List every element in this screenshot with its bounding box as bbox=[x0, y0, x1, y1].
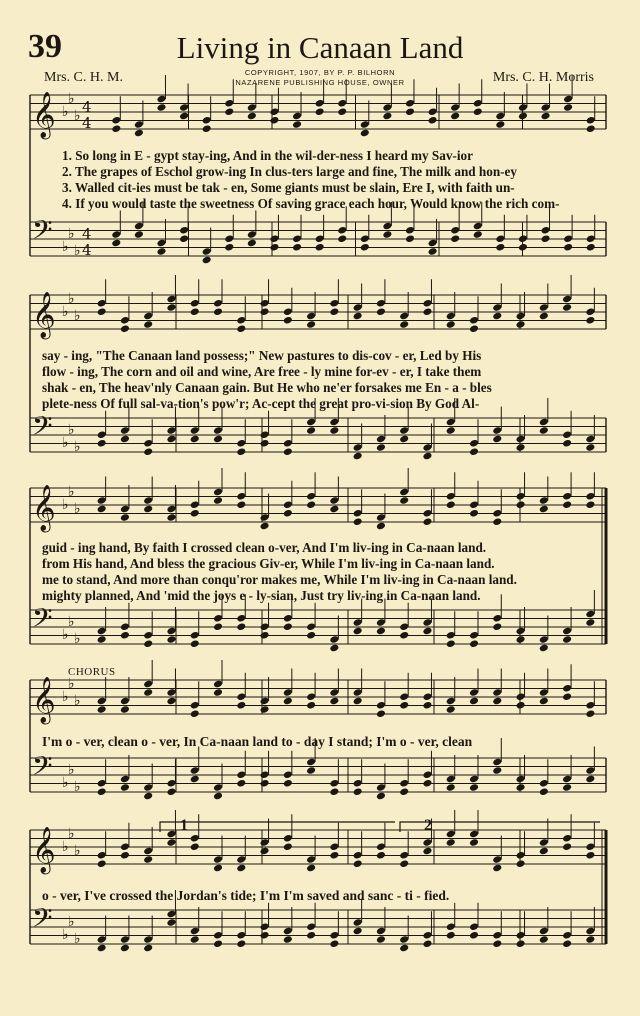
note bbox=[190, 509, 200, 518]
key-flat: ♭ bbox=[74, 779, 81, 795]
note bbox=[428, 116, 438, 125]
note bbox=[585, 316, 595, 325]
note bbox=[422, 939, 432, 948]
copyright-line-1: COPYRIGHT, 1907, BY P. P. BILHORN bbox=[244, 68, 396, 77]
key-flat: ♭ bbox=[68, 484, 75, 500]
verse-line-7: shak - en, The heav'nly Canaan gain. But He who ne'er forsakes me En - a - bles bbox=[42, 380, 492, 395]
note bbox=[518, 243, 528, 252]
key-flat: ♭ bbox=[62, 435, 69, 451]
note bbox=[236, 500, 246, 509]
note bbox=[469, 639, 479, 648]
note bbox=[213, 307, 223, 316]
note bbox=[143, 505, 153, 514]
note bbox=[120, 783, 130, 792]
key-flat: ♭ bbox=[74, 693, 81, 709]
note bbox=[306, 320, 316, 329]
note bbox=[306, 864, 316, 873]
note bbox=[585, 618, 595, 627]
note bbox=[360, 129, 370, 138]
note bbox=[446, 931, 456, 940]
note bbox=[585, 500, 595, 509]
note bbox=[306, 931, 316, 940]
note bbox=[422, 701, 432, 710]
note bbox=[260, 779, 270, 788]
note bbox=[166, 697, 176, 706]
note bbox=[539, 312, 549, 321]
note bbox=[260, 847, 270, 856]
note bbox=[562, 783, 572, 792]
note bbox=[283, 622, 293, 631]
note bbox=[292, 243, 302, 252]
note bbox=[562, 842, 572, 851]
treble-clef-icon: 𝄞 bbox=[32, 292, 56, 338]
note bbox=[260, 705, 270, 714]
note bbox=[315, 243, 325, 252]
verse-line-10: from His hand, And bless the gracious Giv-er, While I'm liv-ing in Ca-naan land. bbox=[42, 556, 495, 571]
note bbox=[260, 307, 270, 316]
note bbox=[586, 243, 596, 252]
note bbox=[446, 426, 456, 435]
note bbox=[247, 112, 257, 121]
note bbox=[283, 935, 293, 944]
note bbox=[120, 513, 130, 522]
key-flat: ♭ bbox=[62, 689, 69, 705]
note bbox=[260, 439, 270, 448]
note bbox=[213, 939, 223, 948]
note bbox=[382, 112, 392, 121]
key-flat: ♭ bbox=[62, 239, 69, 255]
time-signature: 4 bbox=[82, 241, 92, 259]
note bbox=[179, 112, 189, 121]
note bbox=[143, 447, 153, 456]
note bbox=[236, 779, 246, 788]
note bbox=[539, 644, 549, 653]
chorus-label: CHORUS bbox=[68, 666, 116, 678]
note bbox=[166, 303, 176, 312]
note bbox=[539, 697, 549, 706]
note bbox=[236, 939, 246, 948]
note bbox=[492, 622, 502, 631]
bass-clef-icon: 𝄢 bbox=[32, 410, 53, 448]
note bbox=[376, 307, 386, 316]
note bbox=[562, 692, 572, 701]
note bbox=[179, 234, 189, 243]
note bbox=[236, 622, 246, 631]
treble-clef-icon: 𝄞 bbox=[32, 677, 56, 723]
note bbox=[585, 775, 595, 784]
note bbox=[329, 697, 339, 706]
note bbox=[97, 439, 107, 448]
note bbox=[283, 842, 293, 851]
note bbox=[586, 124, 596, 133]
note bbox=[143, 944, 153, 953]
note bbox=[382, 230, 392, 239]
note bbox=[236, 324, 246, 333]
note bbox=[224, 107, 234, 116]
note bbox=[473, 107, 483, 116]
hymn-number: 39 bbox=[28, 28, 62, 65]
note bbox=[190, 709, 200, 718]
key-flat: ♭ bbox=[68, 826, 75, 842]
note bbox=[446, 320, 456, 329]
verse-line-9: guid - ing hand, By faith I crossed clean o-ver, And I'm liv-ing in Ca-naan land. bbox=[42, 540, 487, 555]
note bbox=[190, 307, 200, 316]
note bbox=[562, 439, 572, 448]
note bbox=[269, 116, 279, 125]
note bbox=[469, 783, 479, 792]
note bbox=[97, 944, 107, 953]
key-flat: ♭ bbox=[62, 497, 69, 513]
note bbox=[376, 522, 386, 531]
note bbox=[422, 517, 432, 526]
note bbox=[202, 124, 212, 133]
key-flat: ♭ bbox=[74, 108, 81, 124]
note bbox=[111, 124, 121, 133]
key-flat: ♭ bbox=[62, 104, 69, 120]
ending-number-1: 1 bbox=[180, 817, 188, 834]
bass-clef-icon: 𝄢 bbox=[32, 750, 53, 788]
note bbox=[518, 112, 528, 121]
note bbox=[213, 622, 223, 631]
key-flat: ♭ bbox=[74, 931, 81, 947]
note bbox=[562, 635, 572, 644]
note bbox=[143, 792, 153, 801]
note bbox=[329, 307, 339, 316]
note bbox=[283, 447, 293, 456]
note bbox=[166, 513, 176, 522]
note bbox=[143, 320, 153, 329]
note bbox=[329, 939, 339, 948]
note bbox=[539, 935, 549, 944]
note bbox=[247, 239, 257, 248]
note bbox=[446, 639, 456, 648]
note bbox=[539, 787, 549, 796]
note bbox=[446, 838, 456, 847]
note bbox=[337, 234, 347, 243]
note bbox=[329, 505, 339, 514]
note bbox=[143, 855, 153, 864]
note bbox=[213, 864, 223, 873]
note bbox=[166, 838, 176, 847]
note bbox=[353, 787, 363, 796]
note bbox=[422, 452, 432, 461]
note bbox=[353, 517, 363, 526]
verse-line-2: 2. The grapes of Eschol grow-ing In clus-ters large and fine, The milk and hon-ey bbox=[62, 164, 518, 179]
note bbox=[539, 847, 549, 856]
note bbox=[399, 859, 409, 868]
note bbox=[97, 859, 107, 868]
chorus-lyrics-2: o - ver, I've crossed the Jordan's tide; I'm I'm saved and sanc - ti - fied. bbox=[42, 888, 450, 903]
note bbox=[422, 779, 432, 788]
key-flat: ♭ bbox=[62, 304, 69, 320]
note bbox=[283, 509, 293, 518]
time-signature: 4 bbox=[82, 114, 92, 132]
note bbox=[405, 107, 415, 116]
note bbox=[516, 635, 526, 644]
verse-line-5: say - ing, "The Canaan land possess;" New pastures to dis-cov - er, Led by His bbox=[42, 348, 482, 363]
key-flat: ♭ bbox=[68, 914, 75, 930]
note bbox=[353, 697, 363, 706]
note bbox=[111, 239, 121, 248]
key-flat: ♭ bbox=[68, 762, 75, 778]
note bbox=[585, 443, 595, 452]
note bbox=[353, 859, 363, 868]
note bbox=[399, 435, 409, 444]
note bbox=[353, 312, 363, 321]
note bbox=[492, 766, 502, 775]
key-flat: ♭ bbox=[62, 839, 69, 855]
note bbox=[422, 627, 432, 636]
note bbox=[97, 505, 107, 514]
key-flat: ♭ bbox=[62, 627, 69, 643]
key-flat: ♭ bbox=[74, 843, 81, 859]
note bbox=[492, 435, 502, 444]
note bbox=[562, 500, 572, 509]
note bbox=[260, 522, 270, 531]
note bbox=[292, 120, 302, 129]
note bbox=[283, 316, 293, 325]
note bbox=[190, 435, 200, 444]
note bbox=[306, 426, 316, 435]
note bbox=[306, 701, 316, 710]
key-flat: ♭ bbox=[74, 631, 81, 647]
note bbox=[134, 230, 144, 239]
note bbox=[469, 697, 479, 706]
note bbox=[224, 243, 234, 252]
verse-line-8: plete-ness Of full sal-va-tion's pow'r; Ac-cept the great pro-vi-sion By God Al- bbox=[42, 396, 480, 411]
note bbox=[143, 688, 153, 697]
note bbox=[202, 256, 212, 265]
note bbox=[428, 247, 438, 256]
note bbox=[376, 709, 386, 718]
note bbox=[469, 324, 479, 333]
note bbox=[399, 496, 409, 505]
key-flat: ♭ bbox=[74, 308, 81, 324]
note bbox=[516, 500, 526, 509]
note bbox=[541, 112, 551, 121]
note bbox=[353, 927, 363, 936]
key-flat: ♭ bbox=[68, 614, 75, 630]
key-flat: ♭ bbox=[74, 501, 81, 517]
note bbox=[97, 635, 107, 644]
note bbox=[516, 939, 526, 948]
note bbox=[329, 851, 339, 860]
note bbox=[120, 944, 130, 953]
bass-clef-icon: 𝄢 bbox=[32, 902, 53, 940]
copyright-line-2: NAZARENE PUBLISHING HOUSE, OWNER bbox=[235, 78, 405, 87]
note bbox=[446, 500, 456, 509]
note bbox=[422, 307, 432, 316]
bass-clef-icon: 𝄢 bbox=[32, 214, 53, 252]
note bbox=[306, 766, 316, 775]
verse-line-6: flow - ing, The corn and oil and wine, Are free - ly mine for-ev - er, I take them bbox=[42, 364, 482, 379]
note bbox=[585, 935, 595, 944]
note bbox=[516, 443, 526, 452]
key-flat: ♭ bbox=[68, 291, 75, 307]
verse-line-4: 4. If you would taste the sweetness Of saving grace each hour, Would know the rich com- bbox=[62, 196, 560, 211]
note bbox=[329, 426, 339, 435]
key-flat: ♭ bbox=[68, 422, 75, 438]
ending-number-2: 2 bbox=[424, 817, 432, 834]
note bbox=[516, 783, 526, 792]
note bbox=[156, 247, 166, 256]
note bbox=[495, 243, 505, 252]
note bbox=[329, 787, 339, 796]
note bbox=[376, 443, 386, 452]
note bbox=[97, 307, 107, 316]
note bbox=[516, 701, 526, 710]
note bbox=[97, 705, 107, 714]
key-flat: ♭ bbox=[62, 775, 69, 791]
note bbox=[422, 847, 432, 856]
note bbox=[492, 312, 502, 321]
verse-line-12: mighty planned, And 'mid the joys e - ly-sian, Just try liv-ing in Ca-naan land. bbox=[42, 588, 481, 603]
treble-clef-icon: 𝄞 bbox=[32, 92, 56, 138]
note bbox=[399, 944, 409, 953]
note bbox=[306, 500, 316, 509]
note bbox=[562, 939, 572, 948]
note bbox=[260, 931, 270, 940]
note bbox=[283, 779, 293, 788]
note bbox=[120, 324, 130, 333]
note bbox=[562, 303, 572, 312]
note bbox=[376, 792, 386, 801]
time-signature: 4 bbox=[82, 225, 92, 243]
note bbox=[469, 509, 479, 518]
note bbox=[399, 787, 409, 796]
note bbox=[399, 631, 409, 640]
note bbox=[473, 230, 483, 239]
note bbox=[166, 635, 176, 644]
note bbox=[166, 435, 176, 444]
note bbox=[283, 697, 293, 706]
note bbox=[516, 320, 526, 329]
note bbox=[492, 697, 502, 706]
note bbox=[134, 129, 144, 138]
note bbox=[492, 939, 502, 948]
key-flat: ♭ bbox=[74, 439, 81, 455]
note bbox=[213, 688, 223, 697]
verse-line-11: me to stand, And more than conqu'ror makes me, While I'm liv-ing in Ca-naan land. bbox=[42, 572, 517, 587]
note bbox=[446, 783, 456, 792]
note bbox=[353, 452, 363, 461]
note bbox=[469, 447, 479, 456]
chorus-lyrics-1: I'm o - ver, clean o - ver, In Ca-naan land to - day I stand; I'm o - ver, clean bbox=[42, 734, 473, 749]
note bbox=[315, 107, 325, 116]
note bbox=[405, 234, 415, 243]
key-flat: ♭ bbox=[68, 676, 75, 692]
note bbox=[213, 496, 223, 505]
note bbox=[563, 103, 573, 112]
note bbox=[166, 787, 176, 796]
note bbox=[166, 918, 176, 927]
note bbox=[469, 931, 479, 940]
note bbox=[450, 112, 460, 121]
note bbox=[495, 120, 505, 129]
note bbox=[376, 935, 386, 944]
note bbox=[306, 631, 316, 640]
note bbox=[539, 426, 549, 435]
note bbox=[492, 864, 502, 873]
note bbox=[337, 107, 347, 116]
note bbox=[360, 243, 370, 252]
note bbox=[446, 705, 456, 714]
key-flat: ♭ bbox=[74, 243, 81, 259]
note bbox=[376, 851, 386, 860]
treble-clef-icon: 𝄞 bbox=[32, 485, 56, 531]
note bbox=[399, 701, 409, 710]
note bbox=[585, 851, 595, 860]
lyricist-credit: Mrs. C. H. M. bbox=[44, 70, 123, 85]
note bbox=[190, 935, 200, 944]
note bbox=[213, 792, 223, 801]
note bbox=[120, 705, 130, 714]
note bbox=[585, 709, 595, 718]
note bbox=[450, 234, 460, 243]
note bbox=[469, 838, 479, 847]
time-signature: 4 bbox=[82, 98, 92, 116]
note bbox=[236, 864, 246, 873]
note bbox=[120, 631, 130, 640]
note bbox=[516, 859, 526, 868]
key-flat: ♭ bbox=[68, 91, 75, 107]
verse-line-3: 3. Walled cit-ies must be tak - en, Some giants must be slain, Ere I, with faith un- bbox=[62, 180, 515, 195]
bass-clef-icon: 𝄢 bbox=[32, 602, 53, 640]
note bbox=[376, 627, 386, 636]
note bbox=[190, 639, 200, 648]
note bbox=[97, 787, 107, 796]
note bbox=[541, 234, 551, 243]
note bbox=[269, 243, 279, 252]
verse-line-1: 1. So long in E - gypt stay-ing, And in the wil-der-ness I heard my Sav-ior bbox=[62, 148, 473, 163]
hymn-title: Living in Canaan Land bbox=[176, 30, 464, 65]
note bbox=[329, 644, 339, 653]
note bbox=[156, 103, 166, 112]
note bbox=[120, 851, 130, 860]
note bbox=[492, 517, 502, 526]
note bbox=[539, 505, 549, 514]
note bbox=[213, 435, 223, 444]
note bbox=[190, 842, 200, 851]
note bbox=[143, 639, 153, 648]
note bbox=[236, 447, 246, 456]
composer-credit: Mrs. C. H. Morris bbox=[492, 70, 594, 85]
note bbox=[236, 701, 246, 710]
key-flat: ♭ bbox=[68, 226, 75, 242]
treble-clef-icon: 𝄞 bbox=[32, 827, 56, 873]
note bbox=[190, 775, 200, 784]
note bbox=[353, 627, 363, 636]
key-flat: ♭ bbox=[62, 927, 69, 943]
note bbox=[563, 243, 573, 252]
note bbox=[260, 631, 270, 640]
note bbox=[399, 320, 409, 329]
note bbox=[120, 435, 130, 444]
